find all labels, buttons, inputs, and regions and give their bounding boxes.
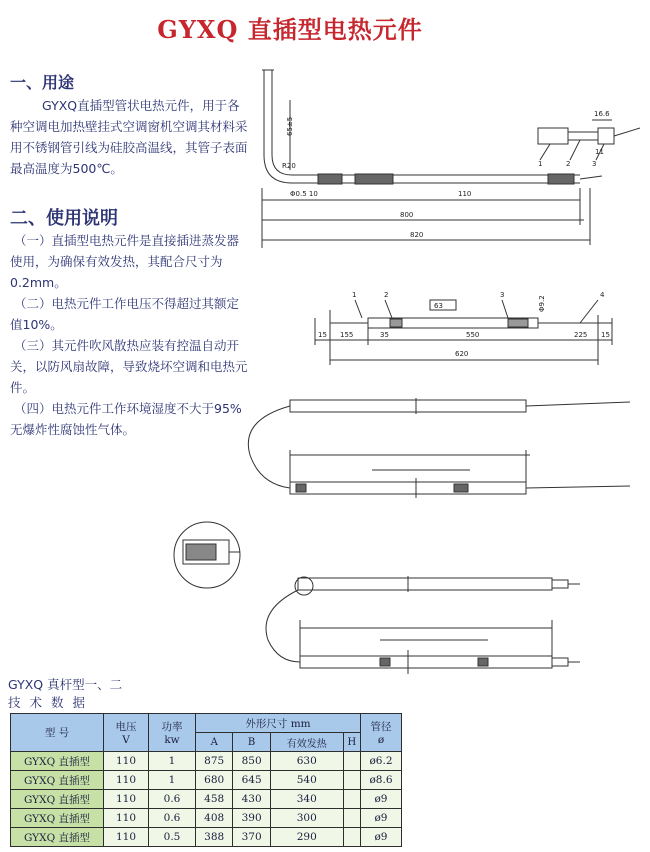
dim-label: 15 <box>318 331 327 339</box>
cell-a: 458 <box>196 790 233 809</box>
cell-model: GYXQ 直插型 <box>11 790 104 809</box>
col-effective: 有效发热 <box>270 733 343 752</box>
cell-pipe: ø9 <box>361 809 402 828</box>
cell-model: GYXQ 直插型 <box>11 809 104 828</box>
dim-label: 620 <box>455 350 469 358</box>
cell-effective: 290 <box>270 828 343 847</box>
cell-pipe: ø9 <box>361 790 402 809</box>
dim-label: 820 <box>410 231 424 239</box>
table-row <box>11 790 402 809</box>
cell-voltage: 110 <box>104 752 149 771</box>
dim-label: Φ9.2 <box>538 295 546 312</box>
cell-voltage: 110 <box>104 771 149 790</box>
cell-pipe: ø6.2 <box>361 752 402 771</box>
cell-b: 645 <box>233 771 270 790</box>
usage-paragraph: GYXQ直插型管状电热元件，用于各种空调电加热壁挂式空调窗机空调其材料采用不锈钢管引线为硅胶高温线，其管子表面最高温度为500℃。 <box>10 98 248 176</box>
cell-power: 0.5 <box>149 828 196 847</box>
col-voltage: 电压 V <box>104 714 149 752</box>
table-row <box>11 752 402 771</box>
callout: 3 <box>592 160 597 168</box>
section-heading-instructions: 二、使用说明 <box>10 208 118 229</box>
drawing-u-heater-terminals <box>266 576 580 674</box>
callout: 4 <box>600 291 605 299</box>
table-row <box>11 809 402 828</box>
spec-table-title-line1: GYXQ 真杆型一、二 <box>8 677 123 692</box>
instruction-item: （一）直插型电热元件是直接插进蒸发器使用，为确保有效发热，其配合尺寸为0.2mm。 <box>10 233 240 290</box>
dim-label: R20 <box>282 162 296 170</box>
cell-pipe: ø9 <box>361 828 402 847</box>
cell-effective: 300 <box>270 809 343 828</box>
dim-label: 15 <box>601 331 610 339</box>
cell-h <box>343 752 360 771</box>
cell-pipe: ø8.6 <box>361 771 402 790</box>
cell-effective: 630 <box>270 752 343 771</box>
col-a: A <box>196 733 233 752</box>
dim-label: 63 <box>434 302 443 310</box>
cell-model: GYXQ 直插型 <box>11 752 104 771</box>
table-row <box>11 771 402 790</box>
cell-power: 0.6 <box>149 809 196 828</box>
cell-model: GYXQ 直插型 <box>11 828 104 847</box>
dim-label: 800 <box>400 211 414 219</box>
cell-power: 1 <box>149 771 196 790</box>
cell-a: 875 <box>196 752 233 771</box>
callout: 3 <box>500 291 505 299</box>
cell-voltage: 110 <box>104 828 149 847</box>
cell-voltage: 110 <box>104 809 149 828</box>
cell-b: 390 <box>233 809 270 828</box>
dim-label: 155 <box>340 331 354 339</box>
cell-power: 1 <box>149 752 196 771</box>
callout: 2 <box>566 160 571 168</box>
col-power: 功率 kw <box>149 714 196 752</box>
cell-h <box>343 809 360 828</box>
drawing-bent-heater <box>262 70 640 248</box>
col-b: B <box>233 733 270 752</box>
cell-h <box>343 828 360 847</box>
table-row <box>11 828 402 847</box>
dim-label: 11 <box>595 148 604 156</box>
callout: 1 <box>352 291 357 299</box>
dim-label: 35 <box>380 331 389 339</box>
drawing-detail-circle <box>174 522 240 588</box>
section-heading-usage: 一、用途 <box>10 73 75 92</box>
instruction-item: （四）电热元件工作环境湿度不大于95%无爆炸性腐蚀性气体。 <box>10 401 242 437</box>
dim-label: 550 <box>466 331 480 339</box>
spec-table-title <box>8 676 122 712</box>
instruction-item: （三）其元件吹风散热应装有控温自动开关，以防风扇故障，导致烧坏空调和电热元件。 <box>10 338 248 395</box>
cell-voltage: 110 <box>104 790 149 809</box>
cell-model: GYXQ 直插型 <box>11 771 104 790</box>
cell-a: 680 <box>196 771 233 790</box>
callout: 2 <box>384 291 389 299</box>
dim-label: Φ0.5 10 <box>290 190 318 198</box>
col-dims-group: 外形尺寸 mm <box>196 714 361 733</box>
dim-label: 65±5 <box>286 116 294 136</box>
cell-h <box>343 790 360 809</box>
cell-b: 430 <box>233 790 270 809</box>
drawing-u-heater <box>248 398 630 498</box>
cell-power: 0.6 <box>149 790 196 809</box>
col-model: 型 号 <box>11 714 104 752</box>
cell-b: 370 <box>233 828 270 847</box>
page-title: GYXQ 直插型电热元件 <box>157 15 423 44</box>
cell-h <box>343 771 360 790</box>
cell-a: 388 <box>196 828 233 847</box>
dim-label: 225 <box>574 331 588 339</box>
instruction-item: （二）电热元件工作电压不得超过其额定值10%。 <box>10 296 240 332</box>
spec-table-title-line2: 技术数据 <box>8 695 95 710</box>
cell-effective: 340 <box>270 790 343 809</box>
cell-effective: 540 <box>270 771 343 790</box>
cell-b: 850 <box>233 752 270 771</box>
callout: 1 <box>538 160 543 168</box>
col-pipe: 管径 ø <box>361 714 402 752</box>
cell-a: 408 <box>196 809 233 828</box>
col-h: H <box>343 733 360 752</box>
dim-label: 110 <box>458 190 472 198</box>
spec-table <box>10 713 402 847</box>
dim-label: 16.6 <box>594 110 610 118</box>
